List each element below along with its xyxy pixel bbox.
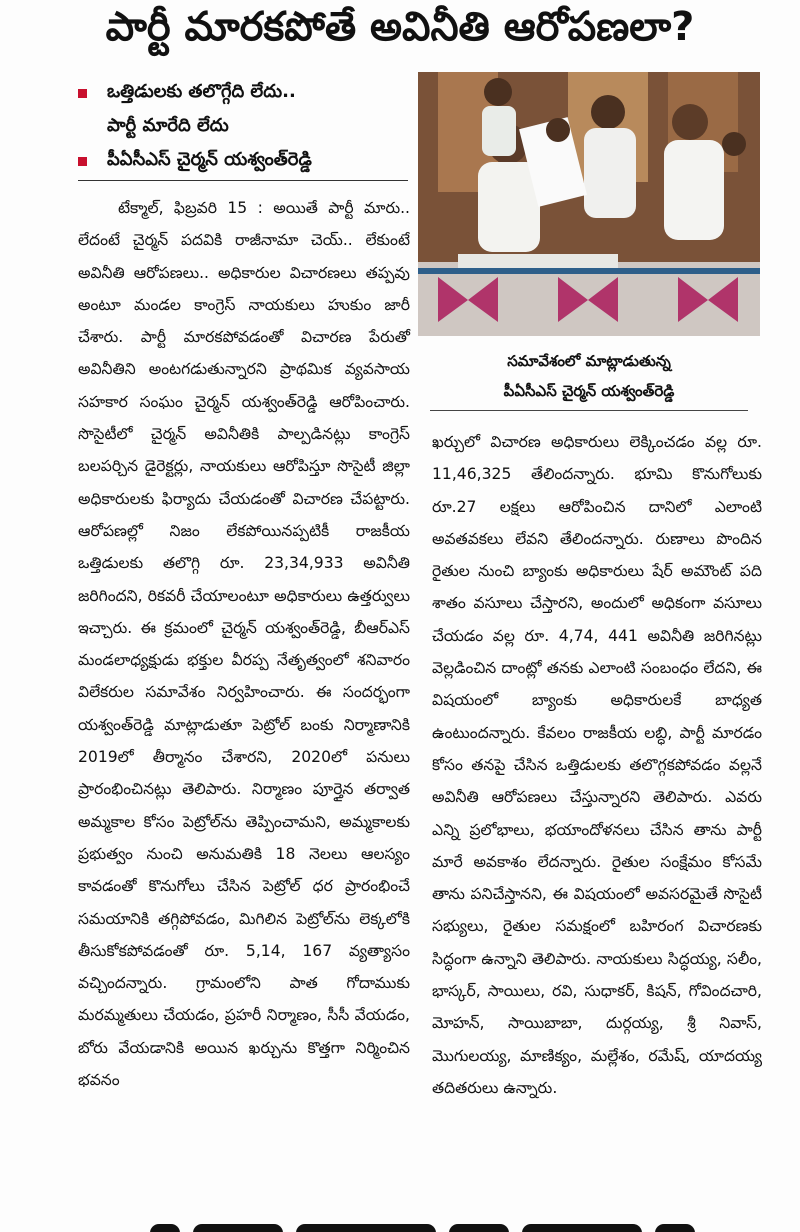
headline: పార్టీ మారకపోతే అవినీతి ఆరోపణలా? [105, 4, 695, 50]
cutoff-glyph [655, 1224, 695, 1232]
red-square-bullet-icon [78, 157, 87, 166]
cutoff-glyph [449, 1224, 509, 1232]
subheading-2 [78, 110, 408, 144]
cutoff-glyph [522, 1224, 642, 1232]
subheading-2-text: పార్టీ మారేది లేదు [107, 114, 229, 136]
press-meet-photo [418, 72, 760, 336]
subheading-1-text: ఒత్తిడులకు తలొగ్గేది లేదు.. [107, 80, 296, 102]
article-paragraph-right: ఖర్చులో విచారణ అధికారులు లెక్కించడం వల్ల రూ. 11,46,325 తేలిందన్నారు. భూమి కొనుగోలుకు రూ.27 లక్షలు ఆరోపించిన దానిలో ఎలాంటి అవతవకలు లేవని తేలిందన్నారు. రుణాలు పొందిన రైతుల నుంచి బ్యాంకు అధికారులు షేర్ అమౌంట్ పది శాతం వసూలు చేస్తారని, అందులో అధికంగా వసూలు చేయడం వల్ల రూ. 4,74, 441 అవినీతి జరిగినట్లు వెల్లడించిన దాంట్లో తనకు ఎలాంటి సంబంధం లేదని, ఈ విషయంలో బ్యాంకు అధికారులకే బాధ్యత ఉంటుందన్నారు. కేవలం రాజకీయ లబ్ధి, పార్టీ మారడం కోసం తనపై చేసిన ఒత్తిడులకు తలొగ్గకపోవడం వల్లనే అవినీతి ఆరోపణలు చేస్తున్నారని తెలిపారు. ఎవరు ఎన్ని ప్రలోభాలు, భయాందోళనలు చేసిన తాను పార్టీ మారే అవకాశం లేదన్నారు. రైతుల సంక్షేమం కోసమే తాను పనిచేస్తానని, ఈ విషయంలో అవసరమైతే సొసైటీ సభ్యులు, రైతుల సమక్షంలో బహిరంగ విచారణకు సిద్ధంగా ఉన్నాని తెలిపారు. నాయకులు సిద్ధయ్య, సలీం, భాస్కర్, సాయిలు, రవి, సుధాకర్, కిషన్, గోవిందచారి, మోహన్, సాయిబాబా, దుర్గయ్య, శ్రీ నివాస్, మొగులయ్య, మాణిక్యం, మల్లేశం, రమేష్, యాదయ్య తదితరులు ఉన్నారు. [432, 433, 762, 1097]
next-headline-cutoff [150, 1214, 710, 1232]
article-body-right-column [432, 426, 762, 1104]
cutoff-glyph [193, 1224, 283, 1232]
subheadings [78, 76, 408, 181]
article-paragraph-left: టేక్మాల్, ఫిబ్రవరి 15 : అయితే పార్టీ మారు.. లేదంటే చైర్మన్ పదవికి రాజీనామా చెయ్.. లేకుంటే అవినీతి ఆరోపణలు.. అధికారుల విచారణలు తప్పవు అంటూ మండల కాంగ్రెస్ నాయకులు హుకుం జారీ చేశారు. పార్టీ మారకపోవడంతో విచారణ పేరుతో అవినీతిని అంటగడుతున్నారని ప్రాథమిక వ్యవసాయ సహకార సంఘం చైర్మన్ యశ్వంత్‌రెడ్డి ఆరోపించారు. సొసైటీలో చైర్మన్ అవినీతికి పాల్పడినట్లు కాంగ్రెస్ బలపర్చిన డైరెక్టర్లు, నాయకులు ఆరోపిస్తూ సొసైటీ జిల్లా అధికారులకు ఫిర్యాదు చేయడంతో విచారణ చేపట్టారు. ఆరోపణల్లో నిజం లేకపోయినప్పటికీ రాజకీయ ఒత్తిడులకు తలొగ్గి రూ. 23,34,933 అవినీతి జరిగిందని, రికవరీ చేయాలంటూ అధికారులు ఉత్తర్వులు ఇచ్చారు. ఈ క్రమంలో చైర్మన్ యశ్వంత్‌రెడ్డి, బీఆర్ఎస్ మండలాధ్యక్షుడు భక్తుల వీరప్ప నేతృత్వంలో శనివారం విలేకరుల సమావేశం నిర్వహించారు. ఈ సందర్భంగా యశ్వంత్‌రెడ్డి మాట్లాడుతూ పెట్రోల్ బంకు నిర్మాణానికి 2019లో తీర్మానం చేశారని, 2020లో పనులు ప్రారంభించినట్లు తెలిపారు. నిర్మాణం పూర్తైన తర్వాత అమ్మకాల కోసం పెట్రోల్‌ను తెప్పించామని, అమ్మకాలకు ప్రభుత్వం నుంచి అనుమతికి 18 నెలలు ఆలస్యం కావడంతో కొనుగోలు చేసిన పెట్రోల్ ధర ప్రారంభించే సమయానికి తగ్గిపోవడం, మిగిలిన పెట్రోల్‌ను లెక్కలోకి తీసుకోకపోవడంతో రూ. 5,14, 167 వ్యత్యాసం వచ్చిందన్నారు. గ్రామంలోని పాత గోదాముకు మరమ్మతులు చేయడం, ప్రహరీ నిర్మాణం, సీసీ వేయడం, బోరు వేయడానికి అయిన ఖర్చును కొత్తగా నిర్మించిన భవనం [78, 199, 410, 1090]
subheading-3-text: పీఏసీఎస్ చైర్మన్ యశ్వంత్‌రెడ్డి [107, 148, 312, 170]
subheading-3 [78, 144, 408, 178]
photo-caption-line-1: సమావేశంలో మాట్లాడుతున్న [507, 352, 671, 370]
cutoff-glyph [296, 1224, 436, 1232]
photo-caption-line-2: పీఏసీఎస్ చైర్మన్ యశ్వంత్‌రెడ్డి [503, 382, 675, 400]
caption-divider [430, 410, 748, 411]
subheading-divider [78, 180, 408, 181]
red-square-bullet-icon [78, 89, 87, 98]
subheading-1 [78, 76, 408, 110]
article-body-left-column [78, 192, 410, 1096]
cutoff-glyph [150, 1224, 180, 1232]
press-meet-photo-illustration [418, 72, 760, 336]
photo-caption [420, 346, 758, 406]
